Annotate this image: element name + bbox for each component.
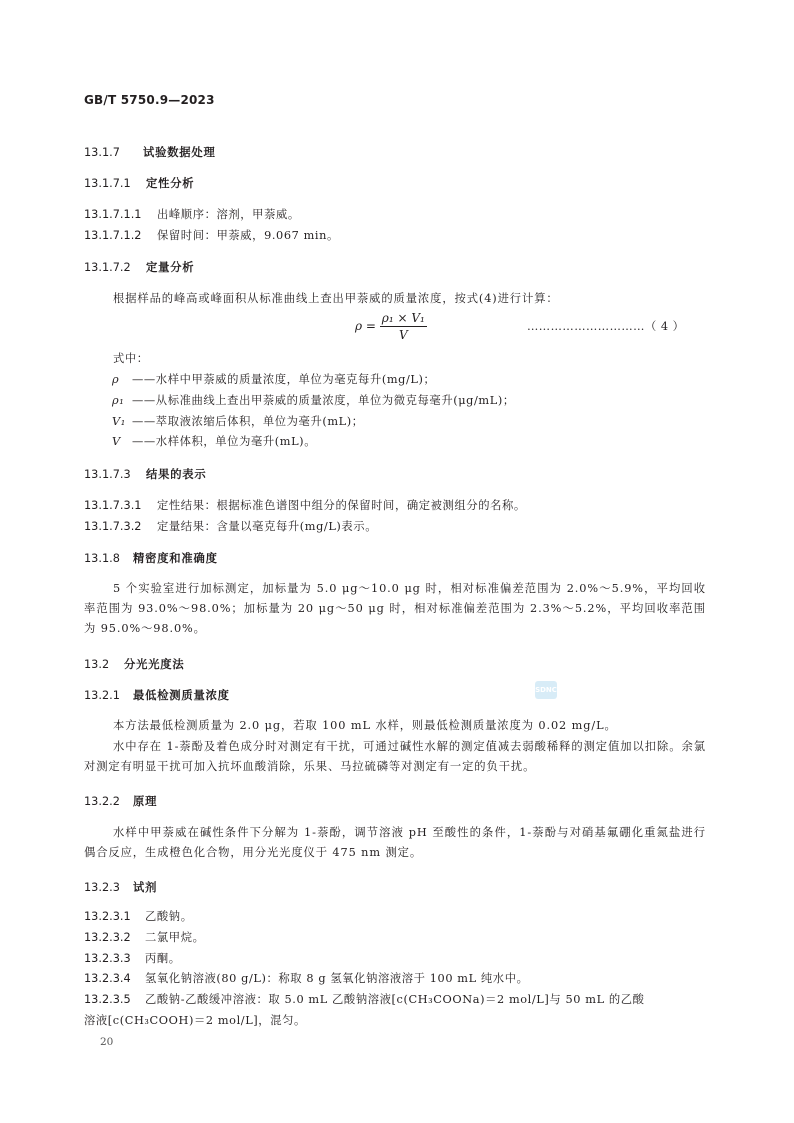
- item-number: 13.2.3.2: [84, 931, 131, 944]
- symbol: ρ: [112, 373, 120, 386]
- where-item-v: [112, 433, 316, 449]
- section-title: 定量分析: [146, 261, 195, 274]
- section-number: 13.2: [84, 658, 110, 671]
- reagent-13-2-3-2: [84, 929, 205, 945]
- section-title: 原理: [133, 795, 158, 808]
- section-number: 13.1.7.1: [84, 177, 131, 190]
- item-text: 氢氧化钠溶液(80 g/L)：称取 8 g 氢氧化钠溶液溶于 100 mL 纯水中。: [145, 972, 529, 985]
- formula-denominator: V: [398, 328, 408, 342]
- definition: ——从标准曲线上查出甲萘威的质量浓度，单位为微克每毫升(μg/mL)；: [132, 394, 515, 407]
- item-text: 乙酸钠。: [145, 910, 193, 923]
- item-number: 13.2.3.1: [84, 910, 131, 923]
- item-number: 13.1.7.3.2: [84, 520, 142, 533]
- item-13-1-7-1-1: [84, 206, 300, 222]
- item-text: 丙酮。: [145, 952, 181, 965]
- item-text: 定量结果：含量以毫克每升(mg/L)表示。: [157, 520, 378, 533]
- item-number: 13.2.3.4: [84, 972, 131, 985]
- detection-paragraph-1: 本方法最低检测质量为 2.0 μg，若取 100 mL 水样，则最低检测质量浓度为 0.02 mg/L。: [113, 719, 617, 732]
- item-text: 乙酸钠-乙酸缓冲溶液：取 5.0 mL 乙酸钠溶液[c(CH₃COONa)＝2 mol/L]与 50 mL 的乙酸: [145, 993, 645, 1006]
- precision-paragraph: 5 个实验室进行加标测定，加标量为 5.0 μg～10.0 μg 时，相对标准偏差范围为 2.0%～5.9%，平均回收率范围为 93.0%～98.0%；加标量为 20 μg～50 μg 时，相对标准偏差范围为 2.3%～5.2%，平均回收率范围为 95.0%～98.0%。: [84, 582, 706, 635]
- standard-number: GB/T 5750.9—2023: [84, 93, 215, 107]
- reagent-13-2-3-5-continued: 溶液[c(CH₃COOH)＝2 mol/L]，混匀。: [84, 1014, 306, 1027]
- section-title: 试验数据处理: [143, 146, 216, 159]
- where-item-v1: [112, 413, 364, 429]
- item-text: 出峰顺序：溶剂，甲萘威。: [157, 208, 300, 221]
- item-text: 保留时间：甲萘威，9.067 min。: [157, 229, 339, 242]
- section-number: 13.1.7.3: [84, 468, 131, 481]
- formula-fraction: [380, 311, 427, 342]
- item-text: 二氯甲烷。: [145, 931, 205, 944]
- formula-4: [355, 311, 427, 342]
- formula-lhs: ρ =: [355, 319, 376, 333]
- item-number: 13.1.7.1.2: [84, 229, 142, 242]
- reagent-13-2-3-4: [84, 970, 529, 986]
- heading-13-1-8: [84, 550, 218, 566]
- section-number: 13.1.8: [84, 552, 120, 565]
- heading-13-1-7-3: [84, 466, 207, 482]
- reagent-13-2-3-5: [84, 991, 645, 1007]
- section-number: 13.2.2: [84, 795, 120, 808]
- where-item-rho1: [112, 392, 515, 408]
- section-title: 定性分析: [146, 177, 195, 190]
- item-13-1-7-3-1: [84, 497, 526, 513]
- symbol: V₁: [112, 415, 126, 428]
- section-title: 精密度和准确度: [133, 552, 218, 565]
- definition: ——水样中甲萘威的质量浓度，单位为毫克每升(mg/L)；: [132, 373, 436, 386]
- where-item-rho: [112, 371, 435, 387]
- heading-13-2: [84, 656, 185, 672]
- principle-paragraph: 水样中甲萘威在碱性条件下分解为 1-萘酚，调节溶液 pH 至酸性的条件，1-萘酚与对硝基氟硼化重氮盐进行偶合反应，生成橙色化合物，用分光光度仪于 475 nm 测定。: [84, 826, 706, 859]
- page-number: 20: [100, 1036, 114, 1048]
- detection-paragraph-2: 水中存在 1-萘酚及着色成分时对测定有干扰，可通过碱性水解的测定值减去弱酸稀释的测定值加以扣除。余氯对测定有明显干扰可加入抗坏血酸消除，乐果、马拉硫磷等对测定有一定的负干扰。: [84, 740, 706, 773]
- item-number: 13.1.7.1.1: [84, 208, 142, 221]
- formula-numerator: ρ₁ × V₁: [381, 311, 425, 325]
- heading-13-1-7-2: [84, 259, 194, 275]
- where-label: 式中：: [113, 352, 149, 365]
- section-title: 最低检测质量浓度: [133, 689, 230, 702]
- section-title: 结果的表示: [146, 468, 207, 481]
- definition: ——萃取液浓缩后体积，单位为毫升(mL)；: [132, 415, 364, 428]
- item-13-1-7-3-2: [84, 518, 377, 534]
- reagent-13-2-3-3: [84, 950, 181, 966]
- heading-13-2-1: [84, 687, 230, 703]
- heading-13-1-7: [84, 144, 216, 160]
- section-number: 13.1.7: [84, 146, 120, 159]
- definition: ——水样体积，单位为毫升(mL)。: [132, 435, 317, 448]
- reagent-13-2-3-1: [84, 908, 193, 924]
- equation-number: …………………………（ 4 ）: [527, 320, 685, 333]
- symbol: ρ₁: [112, 394, 125, 407]
- watermark-logo: SDNC: [535, 681, 557, 699]
- heading-13-2-2: [84, 793, 157, 809]
- section-number: 13.1.7.2: [84, 261, 131, 274]
- heading-13-2-3: [84, 879, 157, 895]
- section-number: 13.2.1: [84, 689, 120, 702]
- section-title: 试剂: [133, 881, 158, 894]
- heading-13-1-7-1: [84, 175, 194, 191]
- quantitative-intro: 根据样品的峰高或峰面积从标准曲线上查出甲萘威的质量浓度，按式(4)进行计算：: [113, 292, 559, 305]
- item-number: 13.2.3.5: [84, 993, 131, 1006]
- section-title: 分光光度法: [124, 658, 185, 671]
- item-number: 13.1.7.3.1: [84, 499, 142, 512]
- item-text: 定性结果：根据标准色谱图中组分的保留时间，确定被测组分的名称。: [157, 499, 526, 512]
- symbol: V: [112, 435, 121, 448]
- item-13-1-7-1-2: [84, 227, 339, 243]
- item-number: 13.2.3.3: [84, 952, 131, 965]
- section-number: 13.2.3: [84, 881, 120, 894]
